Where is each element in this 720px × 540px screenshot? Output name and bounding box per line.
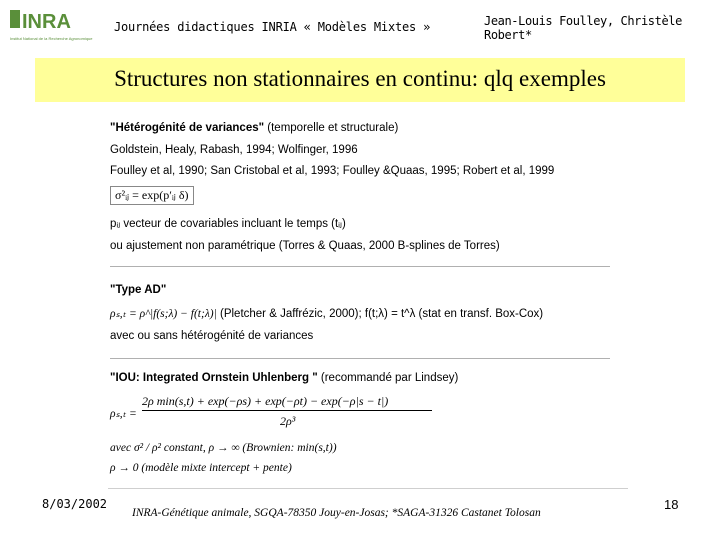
section2-line2: avec ou sans hétérogénité de variances bbox=[110, 330, 314, 342]
section3-fraction-bar bbox=[142, 410, 432, 411]
section1-formula: σ²ᵢⱼ = exp(p′ᵢⱼ δ) bbox=[110, 186, 194, 205]
inra-logo bbox=[8, 6, 100, 46]
section3-heading-rest: (recommandé par Lindsey) bbox=[317, 372, 459, 384]
title-band bbox=[35, 58, 685, 102]
logo-text: INRA bbox=[22, 11, 71, 33]
section1-refs1: Goldstein, Healy, Rabash, 1994; Wolfinger, 1996 bbox=[110, 144, 358, 156]
section3-heading: "IOU: Integrated Ornstein Uhlenberg " bbox=[110, 372, 318, 384]
section3-formula-denominator: 2ρ³ bbox=[280, 414, 296, 428]
separator-2 bbox=[110, 358, 610, 359]
section3-line-avec: avec σ² / ρ² constant, ρ → ∞ (Brownien: min(s,t)) bbox=[110, 442, 337, 454]
section2-heading: "Type AD" bbox=[110, 284, 167, 296]
header-left: Journées didactiques INRIA « Modèles Mixtes » bbox=[114, 20, 431, 34]
footer-separator bbox=[108, 488, 628, 489]
footer-date: 8/03/2002 bbox=[42, 497, 108, 511]
header-right: Jean-Louis Foulley, Christèle Robert* bbox=[484, 14, 682, 42]
logo-subtext: Institut National de la Recherche Agronomique bbox=[10, 36, 93, 41]
section2-formula-line bbox=[110, 306, 543, 320]
slide-title: Structures non stationnaires en continu: qlq exemples bbox=[114, 66, 606, 91]
section1-refs2: Foulley et al, 1990; San Cristobal et al, 1993; Foulley &Quaas, 1995; Robert et al, 1999 bbox=[110, 165, 555, 177]
section1-heading-line bbox=[110, 122, 398, 134]
section1-line-p: pᵢⱼ vecteur de covariables incluant le temps (tᵢⱼ) bbox=[110, 218, 346, 230]
section3-heading-line bbox=[110, 372, 458, 384]
section1-line-ou: ou ajustement non paramétrique (Torres & Quaas, 2000 B-splines de Torres) bbox=[110, 240, 500, 252]
section1-heading: "Hétérogénité de variances" bbox=[110, 122, 265, 134]
section3-formula-lhs: ρₛ,ₜ = bbox=[110, 408, 137, 420]
page-number: 18 bbox=[664, 497, 679, 512]
section2-rest: (Pletcher & Jaffrézic, 2000); f(t;λ) = t^λ (stat en transf. Box-Cox) bbox=[220, 308, 544, 320]
section3-line-rho: ρ → 0 (modèle mixte intercept + pente) bbox=[110, 462, 292, 474]
section2-formula: ρₛ,ₜ = ρ^|f(s;λ) − f(t;λ)| bbox=[110, 308, 217, 320]
footer-affiliation: INRA-Génétique animale, SGQA-78350 Jouy-en-Josas; *SAGA-31326 Castanet Tolosan bbox=[132, 507, 541, 519]
separator-1 bbox=[110, 266, 610, 267]
section3-formula-numerator: 2ρ min(s,t) + exp(−ρs) + exp(−ρt) − exp(−ρ|s − t|) bbox=[142, 394, 389, 408]
section1-heading-rest: (temporelle et structurale) bbox=[264, 122, 399, 134]
